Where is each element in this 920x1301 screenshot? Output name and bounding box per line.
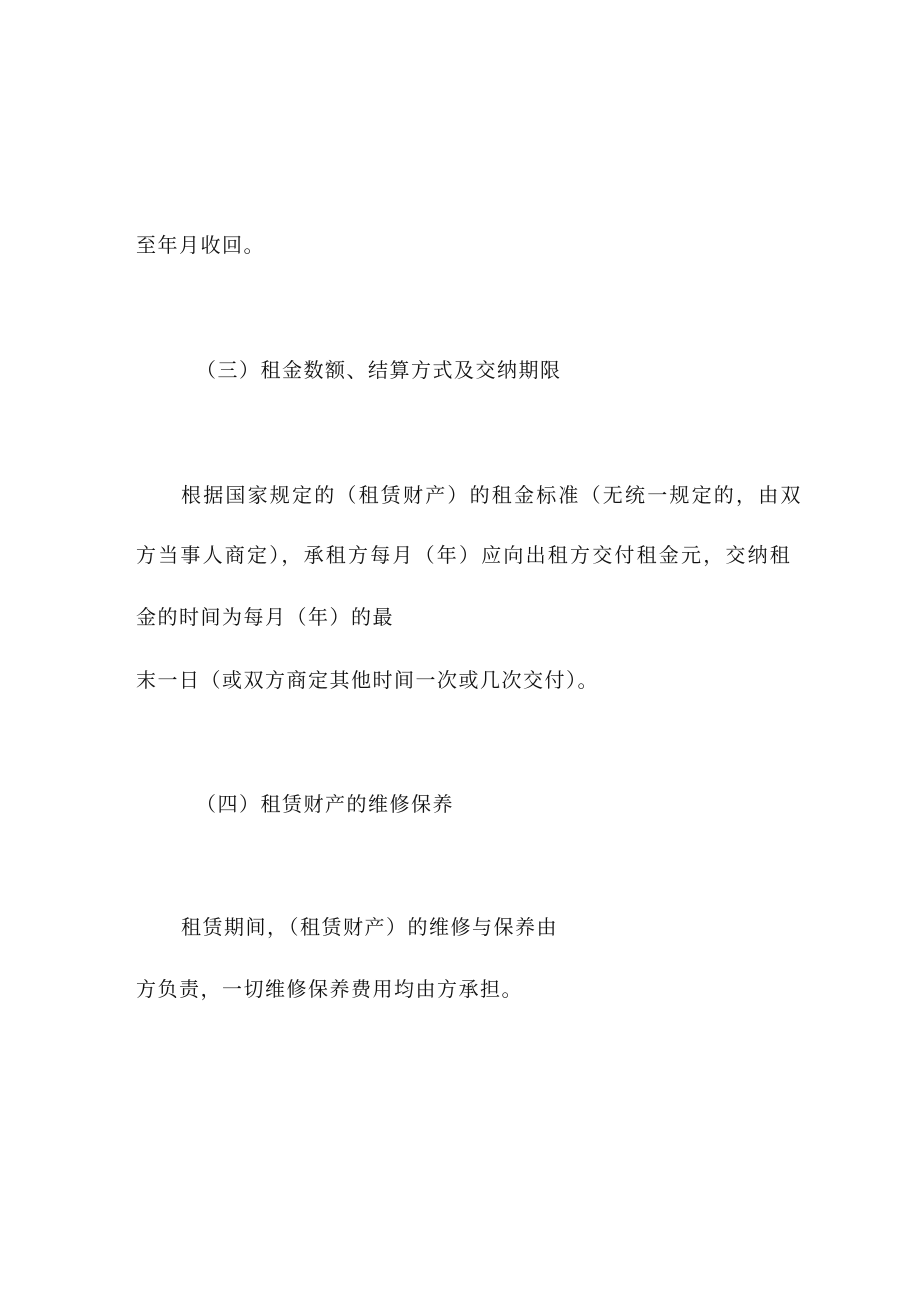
paragraph-maintenance-line-1: 租赁期间，（租赁财产）的维修与保养由 [181, 915, 558, 939]
paragraph-rent-line-4: 末一日（或双方商定其他时间一次或几次交付）。 [136, 668, 599, 692]
section-heading-maintenance: （四）租赁财产的维修保养 [196, 792, 454, 816]
paragraph-rent-line-2: 方当事人商定），承租方每月（年）应向出租方交付租金元，交纳租 [136, 543, 792, 567]
paragraph-rent-line-3: 金的时间为每月（年）的最 [136, 605, 394, 629]
paragraph-rent-line-1: 根据国家规定的（租赁财产）的租金标准（无统一规定的，由双 [181, 483, 803, 507]
text-line-return-date: 至年月收回。 [136, 233, 265, 257]
paragraph-maintenance-line-2: 方负责，一切维修保养费用均由方承担。 [136, 977, 523, 1001]
section-heading-rent: （三）租金数额、结算方式及交纳期限 [196, 358, 562, 382]
